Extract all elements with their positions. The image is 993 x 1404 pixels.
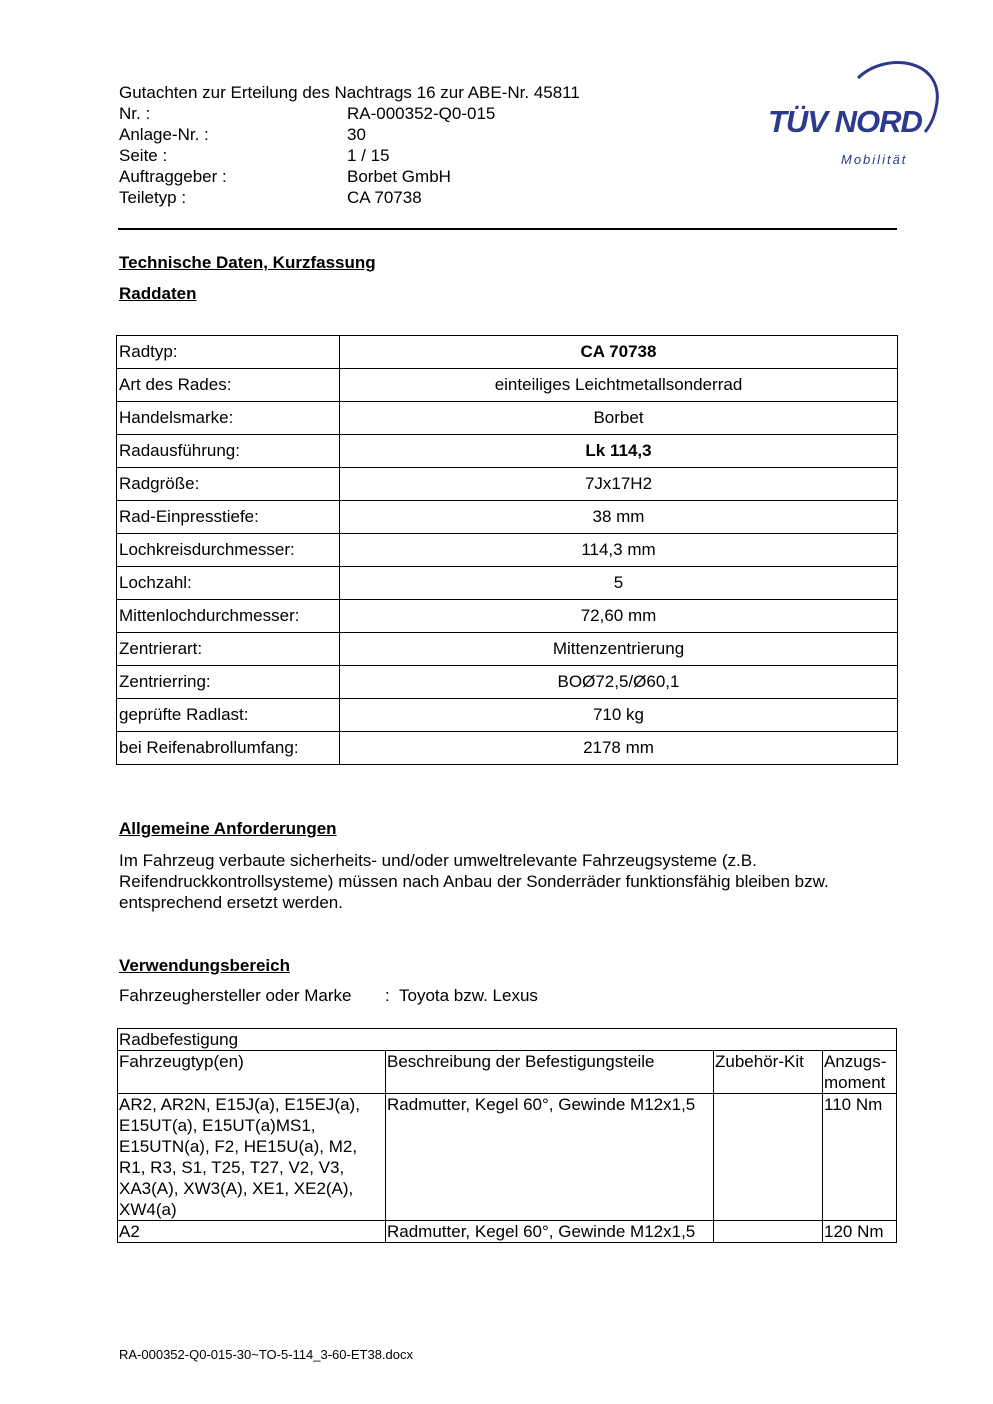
wheel-data-row [117,699,898,732]
wheel-data-key: Zentrierring: [117,666,340,699]
make-value: Toyota bzw. Lexus [399,986,538,1005]
header-torque [823,1051,897,1094]
header-field-nr [119,103,495,124]
wheel-data-row [117,666,898,699]
torque-cell: 110 Nm [823,1094,897,1221]
wheel-data-value: 114,3 mm [340,534,898,567]
wheel-data-value: CA 70738 [340,336,898,369]
wheel-data-value: 7Jx17H2 [340,468,898,501]
footer-filename: RA-000352-Q0-015-30~TO-5-114_3-60-ET38.docx [119,1347,413,1362]
wheel-data-key: Handelsmarke: [117,402,340,435]
field-value: 1 / 15 [347,146,390,165]
wheel-data-value: Mittenzentrierung [340,633,898,666]
field-label: Nr. : [119,104,151,123]
allgemein-text: Im Fahrzeug verbaute sicherheits- und/oder umweltrelevante Fahrzeugsysteme (z.B. Reifendruckkontrollsysteme) müssen nach Anbau der Sonderräder funktionsfähig bleiben bzw. entsprechend ersetzt werden. [119,851,829,912]
header-accessory-kit: Zubehör-Kit [714,1051,823,1094]
wheel-data-row [117,567,898,600]
verwendung-heading: Verwendungsbereich [119,956,290,975]
wheel-data-value: 2178 mm [340,732,898,765]
make-separator: : [385,986,390,1005]
wheel-data-value: Borbet [340,402,898,435]
header-fields [119,103,495,208]
field-label: Teiletyp : [119,188,187,207]
fastening-row [118,1221,897,1243]
wheel-data-key: geprüfte Radlast: [117,699,340,732]
wheel-data-value: BOØ72,5/Ø60,1 [340,666,898,699]
fastening-row [118,1094,897,1221]
accessory-kit-cell [714,1094,823,1221]
field-value: RA-000352-Q0-015 [347,104,496,123]
wheel-data-key: Rad-Einpresstiefe: [117,501,340,534]
wheel-data-value: 710 kg [340,699,898,732]
fastening-caption: Radbefestigung [118,1029,897,1051]
header-field-anlage [119,124,495,145]
field-label: Anlage-Nr. : [119,125,209,144]
header-torque-text: Anzugs-moment [824,1052,887,1092]
fastening-caption-row [118,1029,897,1051]
allgemein-heading: Allgemeine Anforderungen [119,819,337,838]
header-field-seite [119,145,495,166]
description-cell: Radmutter, Kegel 60°, Gewinde M12x1,5 [386,1221,714,1243]
wheel-data-value: 5 [340,567,898,600]
header-field-auftraggeber [119,166,495,187]
wheel-data-row [117,336,898,369]
wheel-data-row [117,501,898,534]
wheel-data-row [117,402,898,435]
wheel-data-value: 38 mm [340,501,898,534]
vehicle-types-cell: A2 [118,1221,386,1243]
fastening-table [117,1028,897,1243]
report-title: Gutachten zur Erteilung des Nachtrags 16 zur ABE-Nr. 45811 [119,83,580,102]
vehicle-types-cell: AR2, AR2N, E15J(a), E15EJ(a), E15UT(a), E15UT(a)MS1, E15UTN(a), F2, HE15U(a), M2, R1, R3, S1, T25, T27, V2, V3, XA3(A), XW3(A), XE1, XE2(A), XW4(a) [118,1094,386,1221]
wheel-data-key: Lochzahl: [117,567,340,600]
wheel-data-value: 72,60 mm [340,600,898,633]
header-divider [118,228,897,230]
field-label: Seite : [119,146,168,165]
wheel-data-value: Lk 114,3 [340,435,898,468]
wheel-data-key: Mittenlochdurchmesser: [117,600,340,633]
field-label: Auftraggeber : [119,167,227,186]
wheel-data-key: Radtyp: [117,336,340,369]
wheel-data-key: Art des Rades: [117,369,340,402]
header-vehicle-types: Fahrzeugtyp(en) [118,1051,386,1094]
torque-cell: 120 Nm [823,1221,897,1243]
tuv-nord-logo [762,56,942,172]
field-value: Borbet GmbH [347,167,451,186]
raddaten-heading: Raddaten [119,284,197,303]
header-description: Beschreibung der Befestigungsteile [386,1051,714,1094]
field-value: 30 [347,125,366,144]
logo-subtitle: Mobilität [841,152,908,167]
logo-brand: TÜV NORD [768,104,922,139]
description-cell: Radmutter, Kegel 60°, Gewinde M12x1,5 [386,1094,714,1221]
wheel-data-key: Lochkreisdurchmesser: [117,534,340,567]
wheel-data-value: einteiliges Leichtmetallsonderrad [340,369,898,402]
wheel-data-row [117,600,898,633]
accessory-kit-cell [714,1221,823,1243]
wheel-data-row [117,435,898,468]
wheel-data-key: Radgröße: [117,468,340,501]
wheel-data-table [116,335,898,765]
wheel-data-row [117,369,898,402]
fastening-header-row [118,1051,897,1094]
wheel-data-row [117,468,898,501]
field-value: CA 70738 [347,188,422,207]
vehicle-make-row [119,986,538,1006]
header-field-teiletyp [119,187,495,208]
wheel-data-row [117,633,898,666]
make-label: Fahrzeughersteller oder Marke [119,986,352,1005]
wheel-data-key: Radausführung: [117,435,340,468]
wheel-data-row [117,732,898,765]
wheel-data-key: Zentrierart: [117,633,340,666]
wheel-data-row [117,534,898,567]
wheel-data-key: bei Reifenabrollumfang: [117,732,340,765]
tech-data-heading: Technische Daten, Kurzfassung [119,253,376,272]
